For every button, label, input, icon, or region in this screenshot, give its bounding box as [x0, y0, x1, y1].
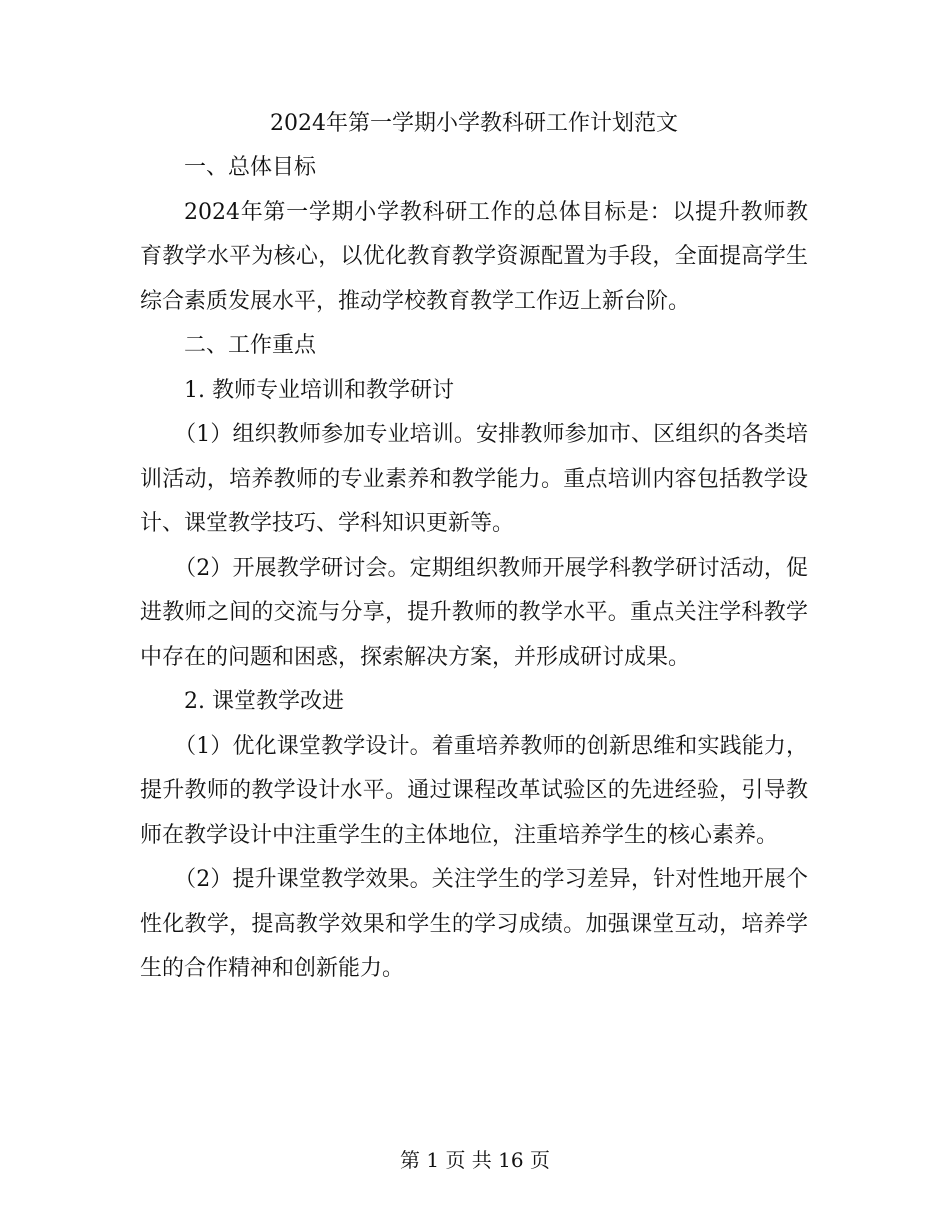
subheading-classroom-improvement: 2. 课堂教学改进 [184, 689, 344, 714]
document-body [140, 102, 808, 992]
document-title: 2024年第一学期小学教科研工作计划范文 [270, 111, 678, 136]
page-footer: 第 1 页 共 16 页 [400, 1148, 550, 1172]
section-heading-overall-goal: 一、总体目标 [184, 155, 317, 180]
subheading-teacher-training: 1. 教师专业培训和教学研讨 [184, 377, 454, 403]
paragraph-overall-goal: 2024年第一学期小学教科研工作的总体目标是：以提升教师教育教学水平为核心，以优化教育教学资源配置为手段，全面提高学生综合素质发展水平，推动学校教育教学工作迈上新台阶。 [140, 199, 808, 314]
paragraph-classroom-2: （2）提升课堂教学效果。关注学生的学习差异，针对性地开展个性化教学，提高教学效果和学生的学习成绩。加强课堂互动，培养学生的合作精神和创新能力。 [140, 867, 808, 981]
paragraph-training-2: （2）开展教学研讨会。定期组织教师开展学科教学研讨活动，促进教师之间的交流与分享，提升教师的教学水平。重点关注学科教学中存在的问题和困惑，探索解决方案，并形成研讨成果。 [140, 555, 808, 670]
section-heading-work-focus: 二、工作重点 [184, 333, 317, 358]
paragraph-training-1: （1）组织教师参加专业培训。安排教师参加市、区组织的各类培训活动，培养教师的专业素养和教学能力。重点培训内容包括教学设计、课堂教学技巧、学科知识更新等。 [140, 422, 808, 536]
paragraph-classroom-1: （1）优化课堂教学设计。着重培养教师的创新思维和实践能力，提升教师的教学设计水平。通过课程改革试验区的先进经验，引导教师在教学设计中注重学生的主体地位，注重培养学生的核心素养。 [140, 733, 808, 848]
